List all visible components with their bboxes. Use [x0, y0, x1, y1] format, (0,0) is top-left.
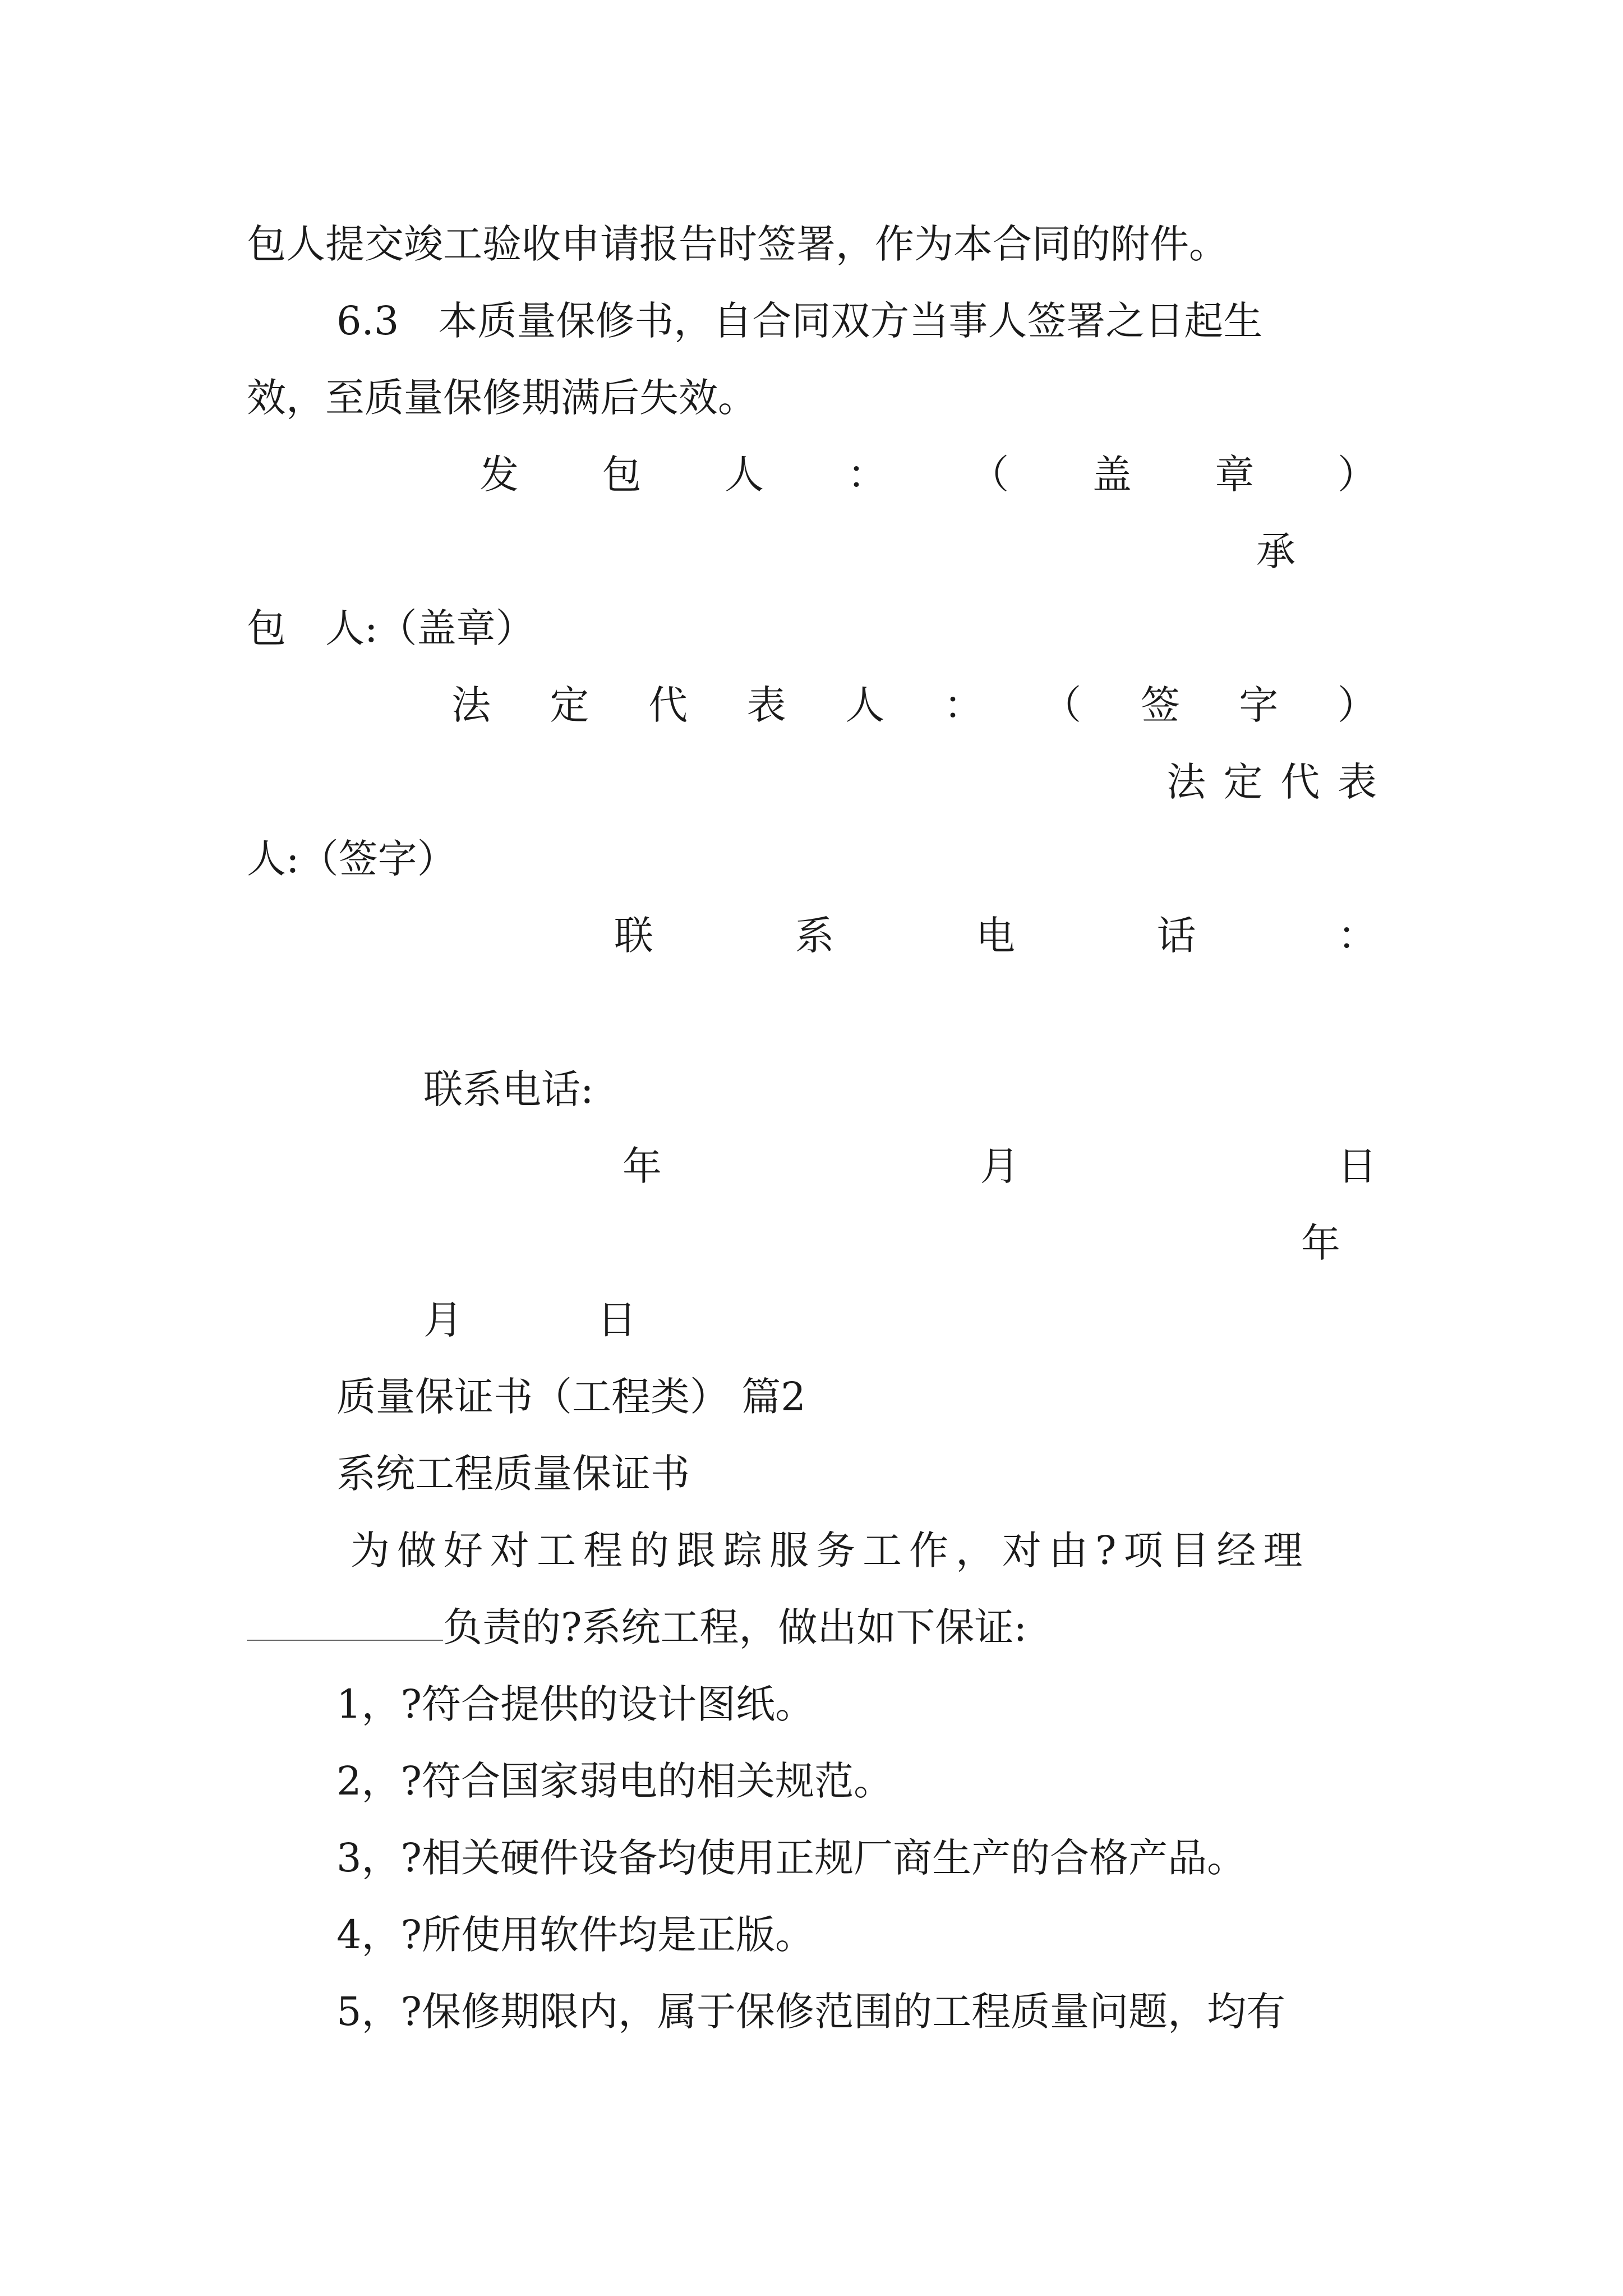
text-line	[1166, 754, 1377, 810]
char: 法	[1166, 759, 1206, 805]
char: 定	[1223, 759, 1263, 805]
char: 盖	[1092, 452, 1132, 498]
char: 代	[1280, 759, 1320, 805]
text-line: 人:（签字）	[247, 836, 457, 882]
list-item: 1，?符合提供的设计图纸。	[336, 1681, 815, 1727]
blank-underline	[247, 1604, 443, 1641]
char: 包	[602, 452, 642, 498]
char: 月	[980, 1143, 1020, 1189]
phone-line	[614, 908, 1377, 964]
char: 章	[1215, 452, 1255, 498]
document-title: 系统工程质量保证书	[336, 1451, 690, 1497]
employer-seal-line	[479, 447, 1377, 503]
text-line: 包人提交竣工验收申请报告时签署，作为本合同的附件。	[247, 221, 1228, 267]
char: ：	[943, 682, 983, 728]
text-line: 效，至质量保修期满后失效。	[247, 375, 757, 421]
char: 发	[479, 452, 519, 498]
clause-6-3: 6.3 本质量保修书，自合同双方当事人签署之日起生	[336, 298, 1263, 344]
text-line: 承	[1256, 528, 1295, 574]
char: 法	[451, 682, 491, 728]
char: 月	[423, 1297, 463, 1343]
date-line	[623, 1138, 1377, 1194]
char: ）	[1337, 682, 1377, 728]
char: 代	[648, 682, 688, 728]
char: 签	[1140, 682, 1180, 728]
char: 表	[746, 682, 786, 728]
char: 日	[1338, 1143, 1377, 1189]
char: 联	[614, 913, 653, 959]
char: 人	[725, 452, 764, 498]
char: 字	[1239, 682, 1279, 728]
char: 电	[976, 913, 1015, 959]
char: 年	[623, 1143, 662, 1189]
char: 话	[1156, 913, 1196, 959]
char: 表	[1337, 759, 1377, 805]
char: （	[970, 452, 1009, 498]
char: ）	[1337, 452, 1377, 498]
contractor-seal-line: 包 人:（盖章）	[247, 605, 535, 651]
list-item: 5，?保修期限内，属于保修范围的工程质量问题，均有	[336, 1989, 1286, 2035]
char: （	[1042, 682, 1082, 728]
section-title: 质量保证书（工程类） 篇2	[336, 1374, 806, 1420]
date-line	[423, 1292, 637, 1348]
phone-line: 联系电话:	[423, 1066, 594, 1112]
char: ：	[1338, 913, 1377, 959]
char: 系	[795, 913, 834, 959]
char: ：	[847, 452, 887, 498]
date-line: 年	[1301, 1220, 1340, 1266]
paragraph-text: 负责的?系统工程，做出如下保证:	[443, 1604, 1027, 1650]
paragraph: 为做好对工程的跟踪服务工作，对由?项目经理	[351, 1527, 1310, 1573]
paragraph	[247, 1599, 1027, 1655]
char: 日	[597, 1297, 637, 1343]
list-item: 3，?相关硬件设备均使用正规厂商生产的合格产品。	[336, 1835, 1247, 1881]
char: 人	[845, 682, 885, 728]
legal-rep-sign-line	[451, 677, 1377, 733]
list-item: 4，?所使用软件均是正版。	[336, 1912, 815, 1958]
char: 定	[550, 682, 589, 728]
list-item: 2，?符合国家弱电的相关规范。	[336, 1758, 893, 1804]
